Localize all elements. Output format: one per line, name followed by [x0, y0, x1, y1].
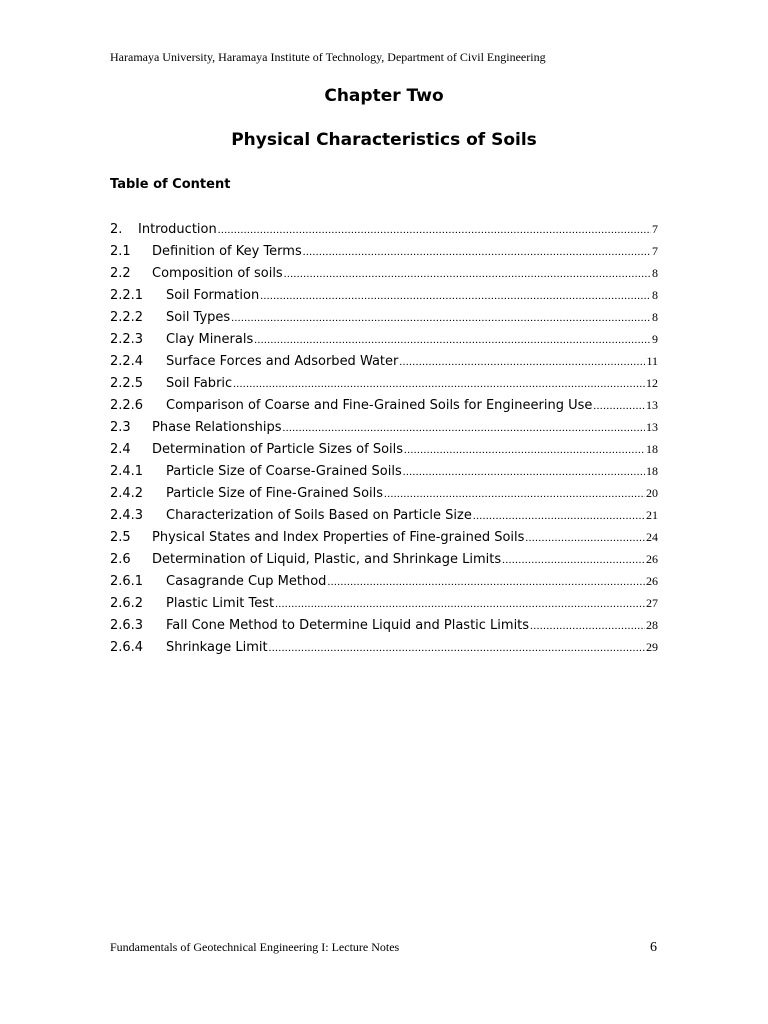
- toc-entry[interactable]: [110, 350, 658, 372]
- toc-entry-page: 7: [652, 244, 658, 258]
- toc-entry[interactable]: [110, 526, 658, 548]
- toc-entry[interactable]: [110, 570, 658, 592]
- toc-leader-dots: [593, 395, 645, 417]
- toc-entry[interactable]: [110, 636, 658, 658]
- toc-leader-dots: [403, 461, 645, 483]
- toc-leader-dots: [384, 483, 645, 505]
- toc-entry[interactable]: [110, 262, 658, 284]
- toc-leader-dots: [233, 373, 645, 395]
- toc-entry-number: 2.6.3: [110, 618, 144, 633]
- toc-entry-title: Shrinkage Limit: [166, 640, 268, 655]
- toc-leader-dots: [530, 615, 645, 637]
- toc-entry-number: 2.5: [110, 530, 131, 545]
- toc-leader-dots: [404, 439, 645, 461]
- toc-entry-page: 13: [646, 420, 658, 434]
- toc-entry[interactable]: [110, 592, 658, 614]
- toc-entry-title: Determination of Particle Sizes of Soils: [152, 442, 404, 457]
- page-header: Haramaya University, Haramaya Institute of Technology, Department of Civil Engineering: [110, 50, 546, 64]
- toc-entry-title: Characterization of Soils Based on Particle Size: [166, 508, 472, 523]
- toc-entry-page: 27: [646, 596, 658, 610]
- toc-entry[interactable]: [110, 394, 658, 416]
- toc-entry-title: Particle Size of Coarse-Grained Soils: [166, 464, 402, 479]
- chapter-title: Physical Characteristics of Soils: [231, 130, 537, 150]
- toc-entry-number: 2.2.6: [110, 398, 144, 413]
- toc-entry-page: 18: [646, 464, 658, 478]
- toc-entry-page: 29: [646, 640, 658, 654]
- toc-entry-number: 2.2.4: [110, 354, 144, 369]
- toc-entry-title: Particle Size of Fine-Grained Soils: [166, 486, 384, 501]
- toc-leader-dots: [525, 527, 645, 549]
- toc-entry[interactable]: [110, 240, 658, 262]
- toc-entry-page: 26: [646, 552, 658, 566]
- toc-entry-number: 2.4: [110, 442, 131, 457]
- toc-entry-page: 28: [646, 618, 658, 632]
- toc-entry[interactable]: [110, 482, 658, 504]
- toc-entry-page: 20: [646, 486, 658, 500]
- toc-entry-page: 8: [652, 310, 658, 324]
- page-footer: Fundamentals of Geotechnical Engineering I: Lecture Notes: [110, 940, 400, 954]
- toc-entry-number: 2.2.1: [110, 288, 144, 303]
- toc-leader-dots: [502, 549, 645, 571]
- toc-entry-page: 13: [646, 398, 658, 412]
- toc-entry-number: 2.2.2: [110, 310, 144, 325]
- toc-entry-page: 9: [652, 332, 658, 346]
- toc-entry-title: Definition of Key Terms: [152, 244, 302, 259]
- toc-entry-title: Determination of Liquid, Plastic, and Shrinkage Limits: [152, 552, 502, 567]
- toc-entry-title: Plastic Limit Test: [166, 596, 275, 611]
- toc-entry-number: 2.4.2: [110, 486, 144, 501]
- toc-leader-dots: [231, 307, 651, 329]
- toc-entry-page: 21: [646, 508, 658, 522]
- toc-entry-number: 2.6.1: [110, 574, 144, 589]
- toc-entry-page: 11: [646, 354, 658, 368]
- page-number: 6: [650, 940, 657, 955]
- toc-entry[interactable]: [110, 438, 658, 460]
- toc-leader-dots: [284, 263, 651, 285]
- toc-entry[interactable]: [110, 416, 658, 438]
- toc-leader-dots: [399, 351, 645, 373]
- toc-entry-title: Surface Forces and Adsorbed Water: [166, 354, 399, 369]
- toc-leader-dots: [327, 571, 645, 593]
- toc-entry[interactable]: [110, 284, 658, 306]
- toc-entry[interactable]: [110, 460, 658, 482]
- toc-entry-page: 8: [652, 288, 658, 302]
- toc-entry-title: Composition of soils: [152, 266, 283, 281]
- toc-entry-number: 2.: [110, 222, 123, 237]
- toc-entry-number: 2.4.1: [110, 464, 144, 479]
- toc-entry-number: 2.6.2: [110, 596, 144, 611]
- toc-leader-dots: [473, 505, 645, 527]
- toc-leader-dots: [275, 593, 645, 615]
- toc-entry-number: 2.6.4: [110, 640, 144, 655]
- toc-entry-title: Phase Relationships: [152, 420, 282, 435]
- toc-entry-title: Soil Fabric: [166, 376, 233, 391]
- toc-leader-dots: [218, 219, 651, 241]
- toc-entry[interactable]: [110, 218, 658, 240]
- toc-entry-title: Physical States and Index Properties of Fine-grained Soils: [152, 530, 525, 545]
- toc-entry-page: 7: [652, 222, 658, 236]
- toc-entry-number: 2.4.3: [110, 508, 144, 523]
- toc-entry-page: 26: [646, 574, 658, 588]
- toc-entry-number: 2.1: [110, 244, 131, 259]
- toc-entry-title: Soil Formation: [166, 288, 260, 303]
- toc-entry-page: 8: [652, 266, 658, 280]
- toc-entry-title: Casagrande Cup Method: [166, 574, 327, 589]
- toc-entry-number: 2.6: [110, 552, 131, 567]
- toc-entry[interactable]: [110, 614, 658, 636]
- toc-leader-dots: [303, 241, 651, 263]
- toc-entry-page: 24: [646, 530, 658, 544]
- toc-entry-page: 12: [646, 376, 658, 390]
- toc-entry-number: 2.3: [110, 420, 131, 435]
- toc-entry[interactable]: [110, 372, 658, 394]
- toc-entry-number: 2.2.5: [110, 376, 144, 391]
- toc-entry[interactable]: [110, 548, 658, 570]
- toc-entry[interactable]: [110, 306, 658, 328]
- chapter-label: Chapter Two: [324, 86, 444, 106]
- toc-entry-number: 2.2.3: [110, 332, 144, 347]
- toc-entry[interactable]: [110, 504, 658, 526]
- toc-leader-dots: [254, 329, 651, 351]
- toc-entry-number: 2.2: [110, 266, 131, 281]
- toc-entry-title: Introduction: [138, 222, 217, 237]
- toc-entry-title: Fall Cone Method to Determine Liquid and Plastic Limits: [166, 618, 530, 633]
- toc-leader-dots: [283, 417, 645, 439]
- toc-entry-page: 18: [646, 442, 658, 456]
- toc-leader-dots: [260, 285, 651, 307]
- table-of-contents: [110, 218, 658, 658]
- toc-entry-title: Clay Minerals: [166, 332, 254, 347]
- toc-entry[interactable]: [110, 328, 658, 350]
- toc-entry-title: Comparison of Coarse and Fine-Grained Soils for Engineering Use: [166, 398, 593, 413]
- toc-entry-title: Soil Types: [166, 310, 231, 325]
- toc-heading: Table of Content: [110, 177, 231, 192]
- toc-leader-dots: [269, 637, 645, 659]
